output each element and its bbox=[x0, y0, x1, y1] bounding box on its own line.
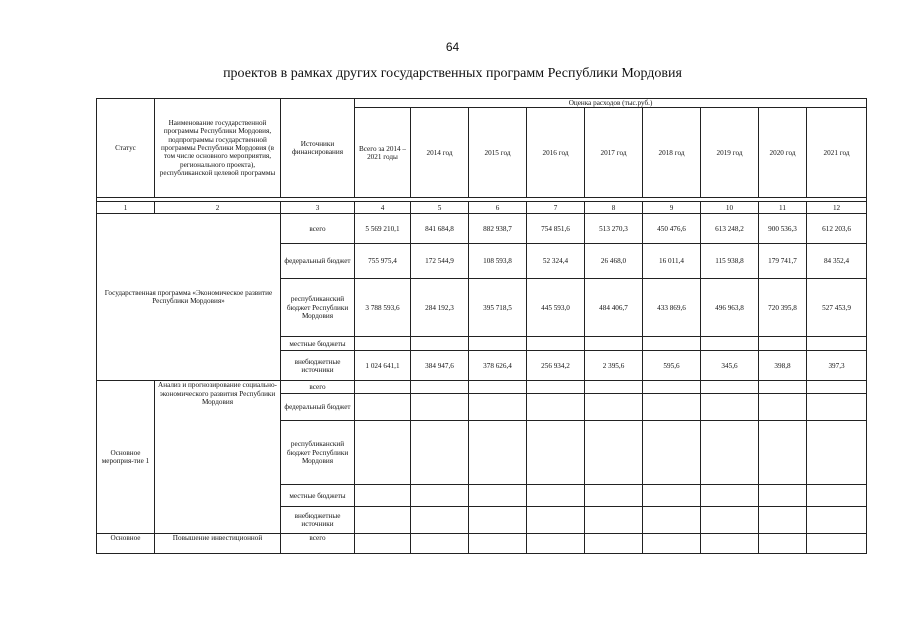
value-cell bbox=[527, 337, 585, 351]
value-cell: 378 626,4 bbox=[469, 351, 527, 381]
value-cell: 755 975,4 bbox=[355, 244, 411, 279]
value-cell: 108 593,8 bbox=[469, 244, 527, 279]
value-cell bbox=[759, 337, 807, 351]
value-cell bbox=[355, 337, 411, 351]
value-cell: 5 569 210,1 bbox=[355, 214, 411, 244]
column-number: 11 bbox=[759, 202, 807, 214]
header-name: Наименование государственной программы Республики Мордовия, подпрограммы государственной программы Республики Мордовия (в том числе основного мероприятия, регионального проекта), республиканской целевой программы bbox=[155, 99, 281, 198]
value-cell: 484 406,7 bbox=[585, 279, 643, 337]
column-number: 9 bbox=[643, 202, 701, 214]
column-number: 2 bbox=[155, 202, 281, 214]
header-year: 2016 год bbox=[527, 108, 585, 198]
value-cell: 612 203,6 bbox=[807, 214, 867, 244]
value-cell: 179 741,7 bbox=[759, 244, 807, 279]
table-row bbox=[97, 534, 867, 554]
header-sources: Источники финансирования bbox=[281, 99, 355, 198]
value-cell: 513 270,3 bbox=[585, 214, 643, 244]
header-year: 2015 год bbox=[469, 108, 527, 198]
value-cell: 397,3 bbox=[807, 351, 867, 381]
value-cell bbox=[469, 337, 527, 351]
value-cell: 398,8 bbox=[759, 351, 807, 381]
header-estimate: Оценка расходов (тыс.руб.) bbox=[355, 99, 867, 108]
column-number: 12 bbox=[807, 202, 867, 214]
header-year: 2018 год bbox=[643, 108, 701, 198]
source-cell: местные бюджеты bbox=[281, 337, 355, 351]
source-cell: всего bbox=[281, 534, 355, 554]
header-year: 2014 год bbox=[411, 108, 469, 198]
value-cell: 720 395,8 bbox=[759, 279, 807, 337]
value-cell bbox=[643, 337, 701, 351]
measure-name: Повышение инвестиционной bbox=[155, 534, 281, 554]
value-cell: 2 395,6 bbox=[585, 351, 643, 381]
value-cell: 445 593,0 bbox=[527, 279, 585, 337]
source-cell: федеральный бюджет bbox=[281, 244, 355, 279]
header-year: 2020 год bbox=[759, 108, 807, 198]
value-cell: 882 938,7 bbox=[469, 214, 527, 244]
value-cell: 841 684,8 bbox=[411, 214, 469, 244]
value-cell: 84 352,4 bbox=[807, 244, 867, 279]
value-cell: 172 544,9 bbox=[411, 244, 469, 279]
source-cell: внебюджетные источники bbox=[281, 351, 355, 381]
value-cell: 345,6 bbox=[701, 351, 759, 381]
column-number: 10 bbox=[701, 202, 759, 214]
value-cell: 284 192,3 bbox=[411, 279, 469, 337]
header-total: Всего за 2014 – 2021 годы bbox=[355, 108, 411, 198]
column-numbers-row bbox=[97, 202, 867, 214]
value-cell: 433 869,6 bbox=[643, 279, 701, 337]
value-cell: 613 248,2 bbox=[701, 214, 759, 244]
header-year: 2021 год bbox=[807, 108, 867, 198]
header-year: 2017 год bbox=[585, 108, 643, 198]
value-cell bbox=[411, 337, 469, 351]
measure-status: Основное мероприя-тие 1 bbox=[97, 381, 155, 534]
source-cell: всего bbox=[281, 214, 355, 244]
column-number: 4 bbox=[355, 202, 411, 214]
measure-name: Анализ и прогнозирование социально-экономического развития Республики Мордовия bbox=[155, 381, 281, 534]
column-number: 6 bbox=[469, 202, 527, 214]
value-cell: 16 011,4 bbox=[643, 244, 701, 279]
value-cell: 395 718,5 bbox=[469, 279, 527, 337]
value-cell bbox=[701, 337, 759, 351]
value-cell: 900 536,3 bbox=[759, 214, 807, 244]
table-row bbox=[97, 381, 867, 394]
value-cell bbox=[585, 337, 643, 351]
budget-table bbox=[96, 98, 867, 554]
value-cell: 595,6 bbox=[643, 351, 701, 381]
value-cell: 115 938,8 bbox=[701, 244, 759, 279]
table-row bbox=[97, 214, 867, 244]
value-cell: 26 468,0 bbox=[585, 244, 643, 279]
header-year: 2019 год bbox=[701, 108, 759, 198]
value-cell: 256 934,2 bbox=[527, 351, 585, 381]
page-number: 64 bbox=[445, 40, 460, 54]
source-cell: республиканский бюджет Республики Мордовия bbox=[281, 279, 355, 337]
value-cell: 754 851,6 bbox=[527, 214, 585, 244]
measure-status: Основное bbox=[97, 534, 155, 554]
column-number: 1 bbox=[97, 202, 155, 214]
source-cell: федеральный бюджет bbox=[281, 394, 355, 421]
column-number: 7 bbox=[527, 202, 585, 214]
page-title: проектов в рамках других государственных программ Республики Мордовия bbox=[223, 66, 682, 81]
column-number: 3 bbox=[281, 202, 355, 214]
source-cell: всего bbox=[281, 381, 355, 394]
column-number: 5 bbox=[411, 202, 469, 214]
value-cell: 52 324,4 bbox=[527, 244, 585, 279]
column-number: 8 bbox=[585, 202, 643, 214]
value-cell: 3 788 593,6 bbox=[355, 279, 411, 337]
value-cell: 496 963,8 bbox=[701, 279, 759, 337]
program-name: Государственная программа «Экономическое развитие Республики Мордовия» bbox=[97, 214, 281, 381]
value-cell: 527 453,9 bbox=[807, 279, 867, 337]
value-cell: 384 947,6 bbox=[411, 351, 469, 381]
header-status: Статус bbox=[97, 99, 155, 198]
source-cell: внебюджетные источники bbox=[281, 507, 355, 534]
value-cell bbox=[807, 337, 867, 351]
value-cell: 450 476,6 bbox=[643, 214, 701, 244]
value-cell: 1 024 641,1 bbox=[355, 351, 411, 381]
source-cell: республиканский бюджет Республики Мордовия bbox=[281, 421, 355, 485]
source-cell: местные бюджеты bbox=[281, 485, 355, 507]
